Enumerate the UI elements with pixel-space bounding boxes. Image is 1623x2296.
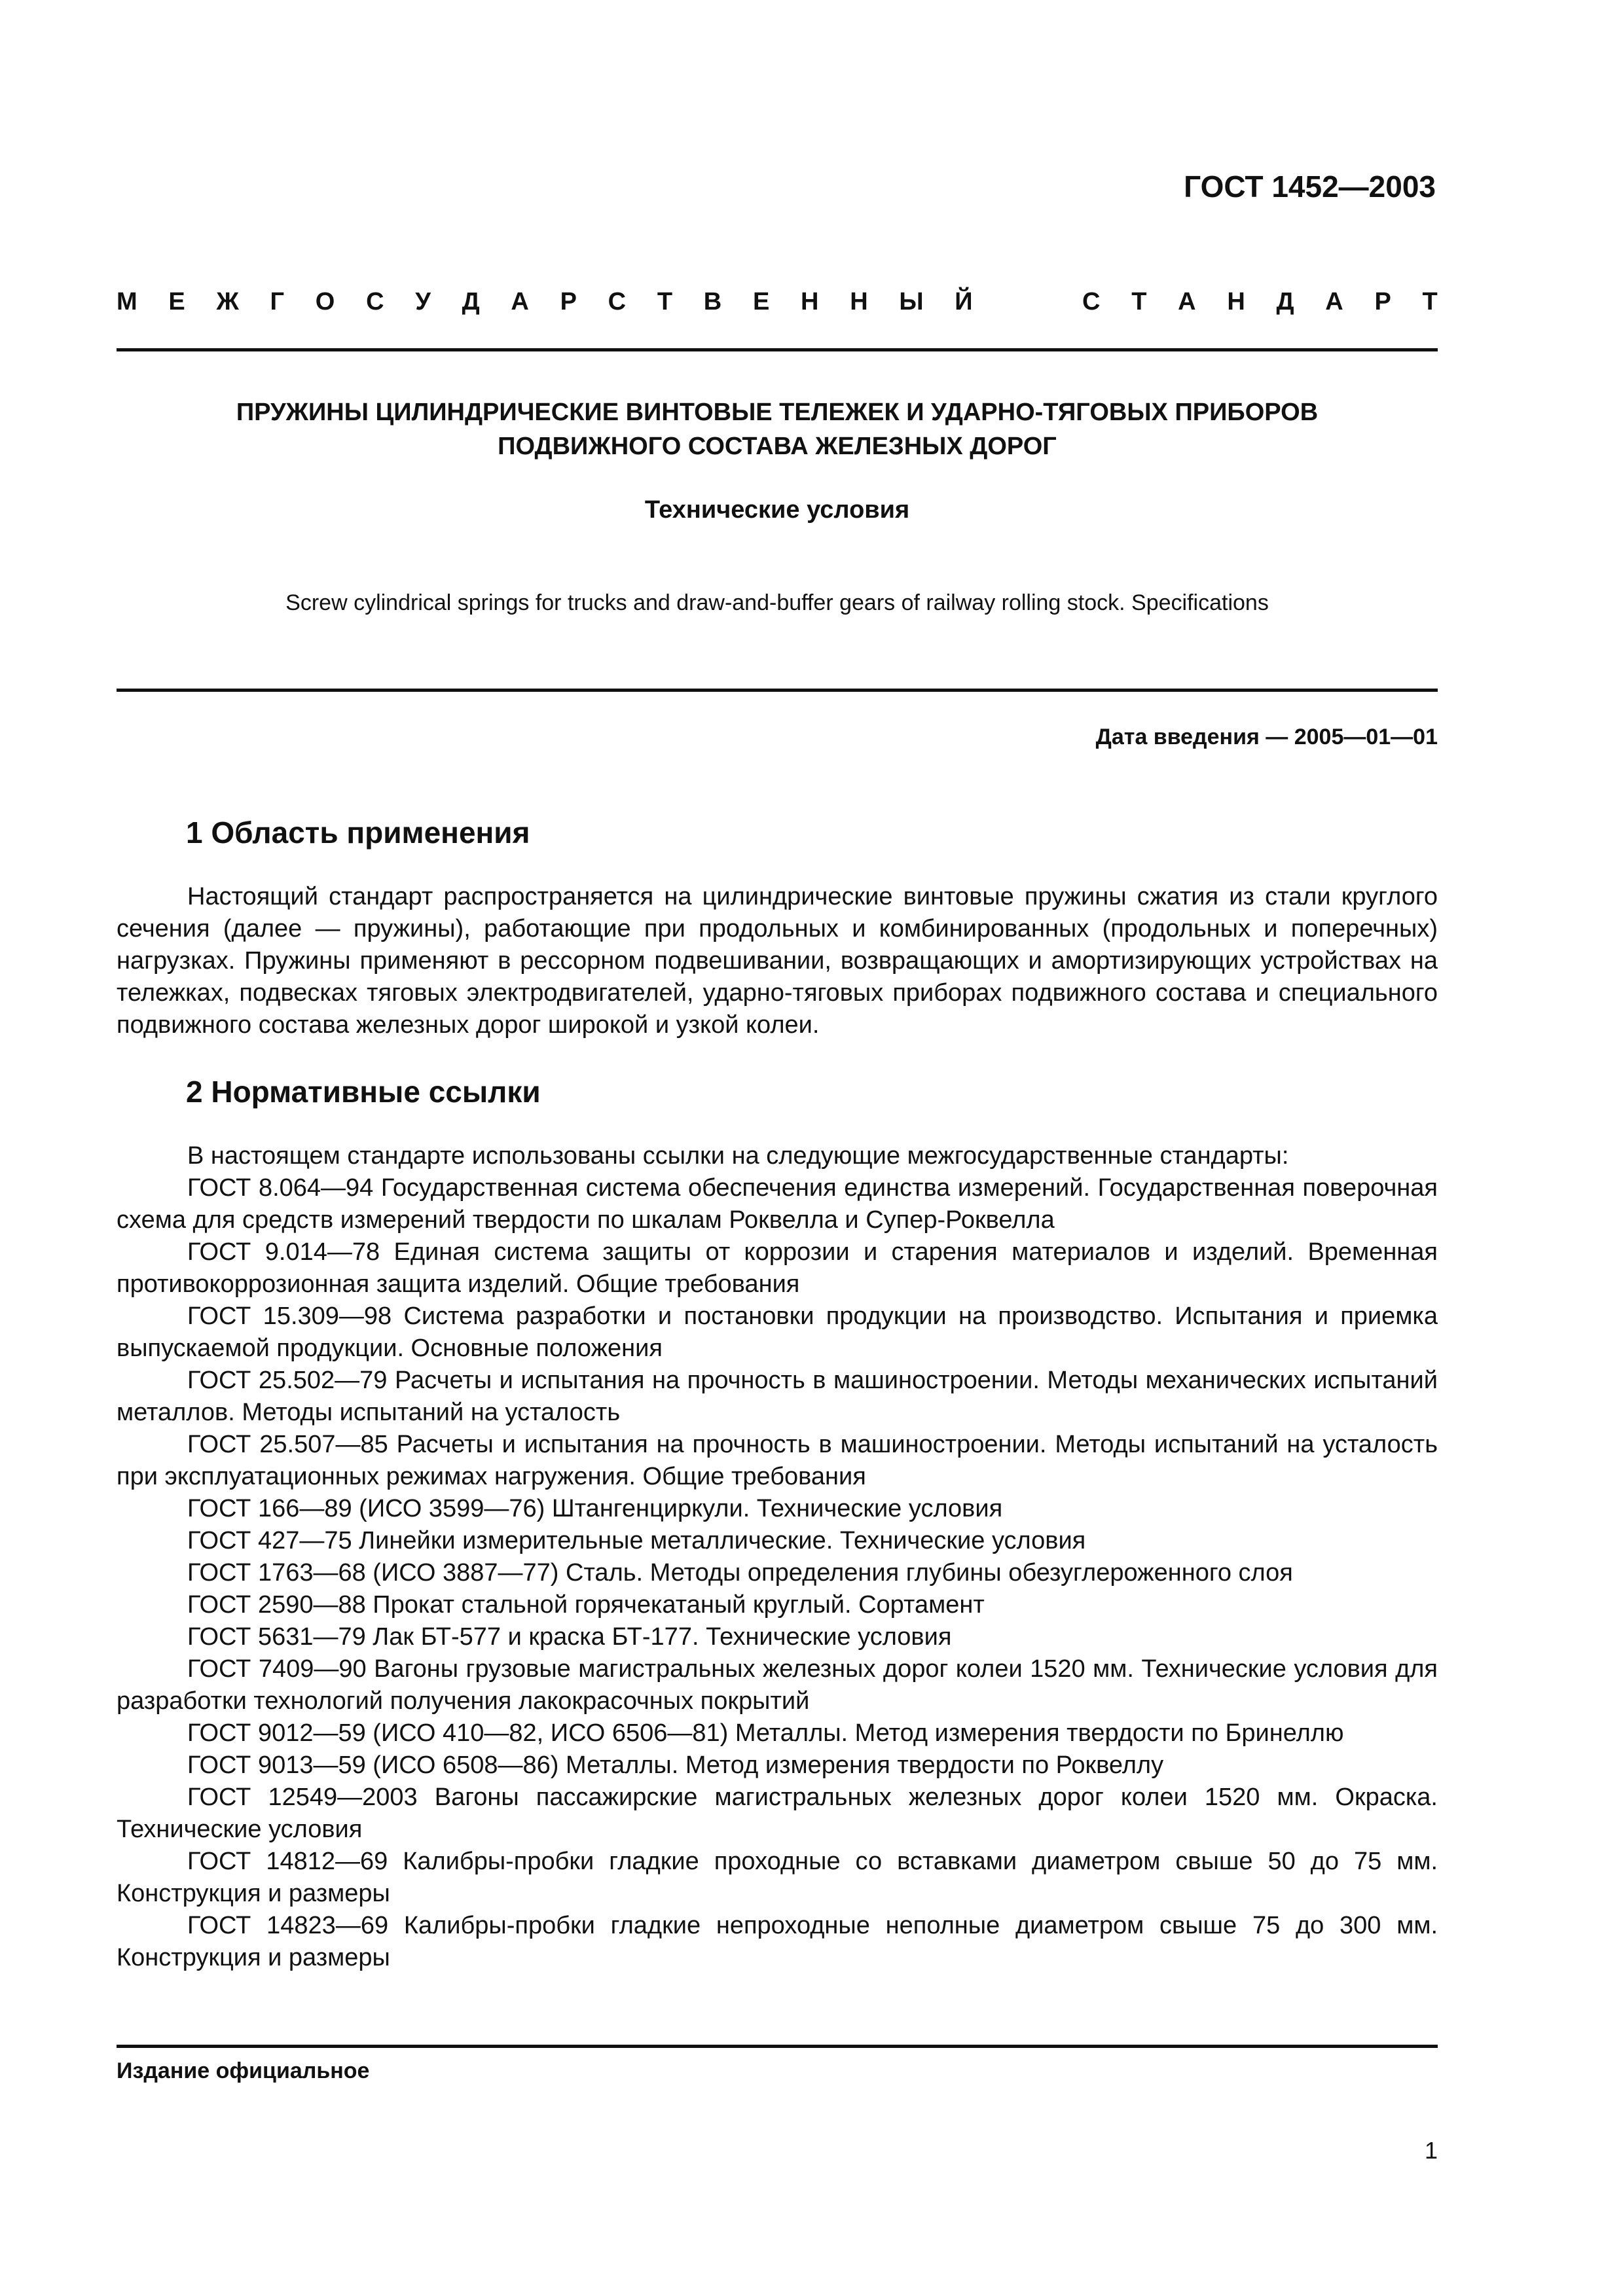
title-divider (117, 689, 1438, 692)
footer-divider (117, 2045, 1438, 2048)
standard-kind-letter: Н (1227, 288, 1245, 315)
standard-kind-letter: Ы (899, 288, 924, 315)
reference-item: ГОСТ 427—75 Линейки измерительные металлические. Технические условия (187, 1527, 1086, 1554)
standard-kind-letter: Д (462, 288, 480, 315)
reference-item: ГОСТ 25.502—79 Расчеты и испытания на прочность в машиностроении. Методы механических испытаний металлов. Методы испытаний на усталость (117, 1367, 1438, 1426)
standard-kind-letter: Д (1276, 288, 1294, 315)
reference-item: ГОСТ 12549—2003 Вагоны пассажирские магистральных железных дорог колеи 1520 мм. Окраска. Технические условия (117, 1784, 1438, 1843)
standard-kind-letter: А (1178, 288, 1196, 315)
reference-item: ГОСТ 9013—59 (ИСО 6508—86) Металлы. Метод измерения твердости по Роквеллу (187, 1751, 1164, 1779)
section-body-normative-references (117, 1140, 1438, 1974)
gost-code: ГОСТ 1452—2003 (1184, 170, 1436, 204)
document-title (117, 395, 1438, 463)
introduction-date: Дата введения — 2005—01—01 (1095, 725, 1438, 749)
standard-kind-letter: В (703, 288, 722, 315)
title-line: ПРУЖИНЫ ЦИЛИНДРИЧЕСКИЕ ВИНТОВЫЕ ТЕЛЕЖЕК И УДАРНО-ТЯГОВЫХ ПРИБОРОВ (236, 399, 1319, 426)
standard-kind-letter: А (1325, 288, 1343, 315)
standard-kind-letter: У (415, 288, 431, 315)
standard-kind-letter: Н (850, 288, 868, 315)
top-divider (117, 348, 1438, 351)
standard-kind-letter: М (117, 288, 137, 315)
standard-kind-letter: С (366, 288, 384, 315)
standard-kind-letter: Н (801, 288, 819, 315)
standard-kind-letter: Р (560, 288, 577, 315)
page-number: 1 (1424, 2137, 1438, 2164)
reference-item: ГОСТ 2590—88 Прокат стальной горячекатаный круглый. Сортамент (187, 1591, 985, 1619)
reference-item: ГОСТ 5631—79 Лак БТ-577 и краска БТ-177. Технические условия (187, 1623, 952, 1651)
standard-kind-letter: С (1082, 288, 1101, 315)
standard-kind-letter: Т (657, 288, 673, 315)
reference-item: ГОСТ 9012—59 (ИСО 410—82, ИСО 6506—81) Металлы. Метод измерения твердости по Бринеллю (187, 1719, 1344, 1747)
title-line: ПОДВИЖНОГО СОСТАВА ЖЕЛЕЗНЫХ ДОРОГ (498, 433, 1057, 460)
standard-kind-letter: Т (1422, 288, 1438, 315)
section-heading-normative-references: 2 Нормативные ссылки (186, 1075, 541, 1109)
reference-item: ГОСТ 14812—69 Калибры-пробки гладкие проходные со вставками диаметром свыше 50 до 75 мм. Конструкция и размеры (117, 1848, 1438, 1907)
reference-item: ГОСТ 15.309—98 Система разработки и постановки продукции на производство. Испытания и приемка выпускаемой продукции. Основные положения (117, 1302, 1438, 1362)
paragraph: В настоящем стандарте использованы ссылки на следующие межгосударственные стандарты: (187, 1142, 1289, 1170)
reference-item: ГОСТ 14823—69 Калибры-пробки гладкие непроходные неполные диаметром свыше 75 до 300 мм. Конструкция и размеры (117, 1912, 1438, 1971)
standard-kind-heading (117, 288, 1438, 316)
standard-kind-letter: О (315, 288, 335, 315)
reference-item: ГОСТ 25.507—85 Расчеты и испытания на прочность в машиностроении. Методы испытаний на усталость при эксплуатационных режимах нагружения. Общие требования (117, 1431, 1438, 1490)
standard-kind-letter: Г (270, 288, 285, 315)
reference-item: ГОСТ 9.014—78 Единая система защиты от коррозии и старения материалов и изделий. Временная противокоррозионная защита изделий. Общие требования (117, 1238, 1438, 1298)
standard-kind-letter: Т (1131, 288, 1147, 315)
reference-item: ГОСТ 7409—90 Вагоны грузовые магистральных железных дорог колеи 1520 мм. Технические условия для разработки технологий получения лакокрасочных покрытий (117, 1655, 1438, 1715)
reference-item: ГОСТ 8.064—94 Государственная система обеспечения единства измерений. Государственная поверочная схема для средств измерений твердости по шкалам Роквелла и Супер-Роквелла (117, 1174, 1438, 1234)
reference-item: ГОСТ 166—89 (ИСО 3599—76) Штангенциркули. Технические условия (187, 1495, 1003, 1522)
standard-kind-letter: Ж (216, 288, 239, 315)
standard-kind-letter: С (608, 288, 627, 315)
paragraph: Настоящий стандарт распространяется на цилиндрические винтовые пружины сжатия из стали круглого сечения (далее — пружины), работающие при продольных и комбинированных (продольных и поперечных) нагрузках. Пружины применяют в рессорном подвешивании, возвращающих и амортизирующих устройствах на тележках, подвесках тяговых электродвигателей, ударно-тяговых приборах подвижного состава и специального подвижного состава железных дорог широкой и узкой колеи. (117, 883, 1438, 1039)
section-heading-scope: 1 Область применения (186, 816, 530, 850)
document-subtitle: Технические условия (644, 496, 910, 524)
standard-kind-letter: Е (168, 288, 185, 315)
standard-kind-letter: Й (955, 288, 973, 315)
official-edition-label: Издание официальное (117, 2058, 370, 2083)
english-title: Screw cylindrical springs for trucks and draw-and-buffer gears of railway rolling stock. Specifications (285, 590, 1269, 615)
section-body-scope (117, 881, 1438, 1041)
standard-kind-letter: А (511, 288, 529, 315)
reference-item: ГОСТ 1763—68 (ИСО 3887—77) Сталь. Методы определения глубины обезуглероженного слоя (187, 1559, 1293, 1587)
standard-kind-letter: Р (1374, 288, 1391, 315)
standard-kind-letter: Е (752, 288, 770, 315)
